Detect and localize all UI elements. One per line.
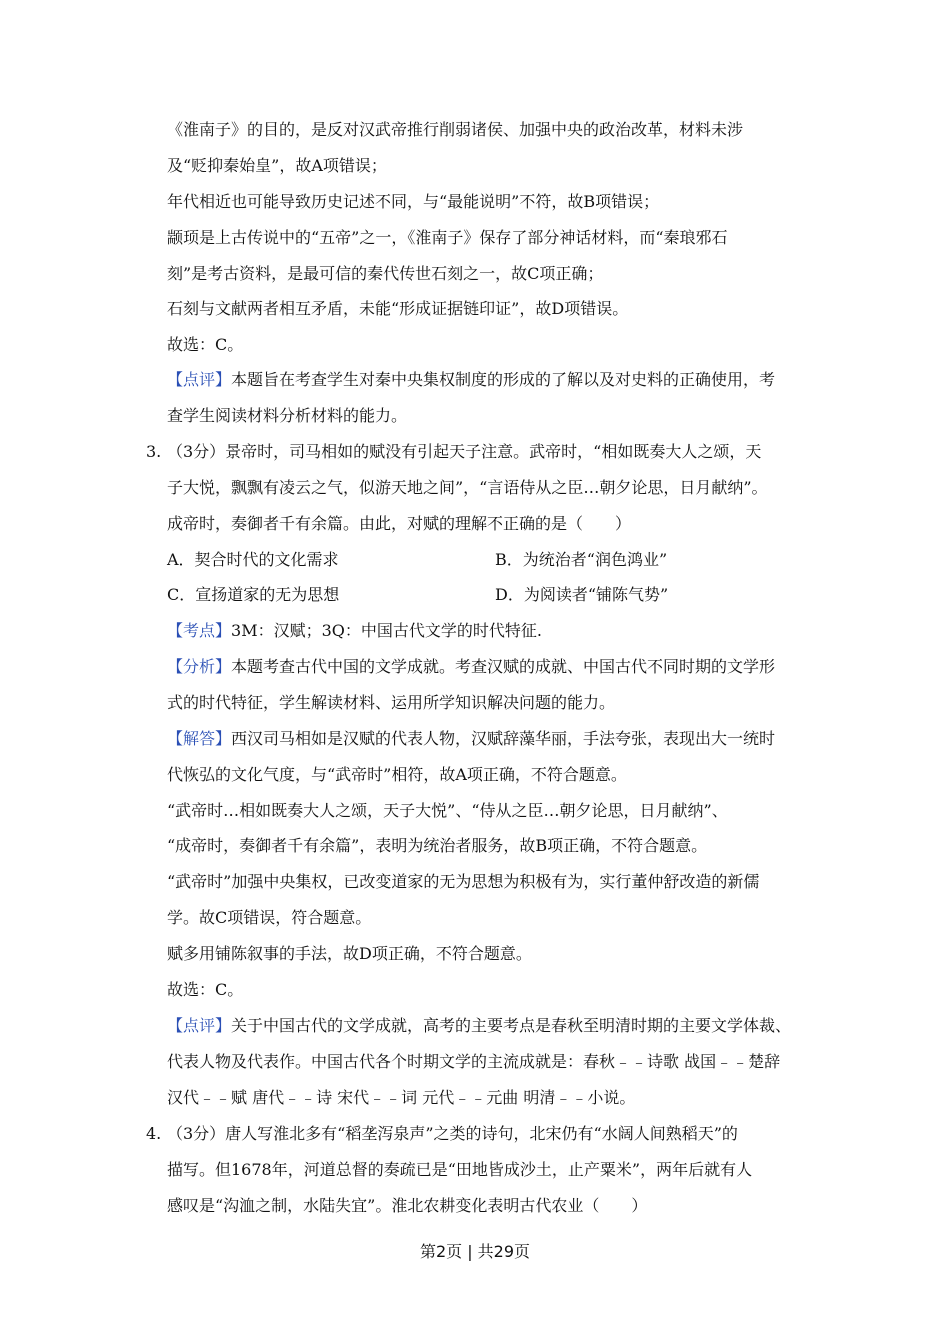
dianping-text: 关于中国古代的文学成就，高考的主要考点是春秋至明清时期的主要文学体裁、 [231,1016,792,1035]
kaodian-tag: 【考点】 [167,621,232,640]
text-line: 刻”是考古资料，是最可信的秦代传世石刻之一，故C项正确； [167,264,604,283]
text-line: 式的时代特征，学生解读材料、运用所学知识解决问题的能力。 [167,693,616,712]
text-line: 及“贬抑秦始皇”，故A项错误； [167,156,387,175]
jieda-line [167,729,775,749]
question-stem: （3分）唐人写淮北多有“稻垄泻泉声”之类的诗句，北宋仍有“水阔人间熟稻天”的 [167,1124,738,1143]
text-line: 年代相近也可能导致历史记述不同，与“最能说明”不符，故B项错误； [167,192,660,211]
question-stem: 感叹是“沟洫之制，水陆失宜”。淮北农耕变化表明古代农业（ ） [167,1196,648,1215]
comment-line [167,370,775,390]
comment-text: 本题旨在考查学生对秦中央集权制度的形成的了解以及对史料的正确使用，考 [231,370,776,389]
dianping-tag: 【点评】 [167,1016,232,1035]
text-line: 赋多用铺陈叙事的手法，故D项正确，不符合题意。 [167,944,532,963]
text-line: “武帝时”加强中央集权，已改变道家的无为思想为积极有为，实行董仲舒改造的新儒 [167,872,760,891]
text-line: 代表人物及代表作。中国古代各个时期文学的主流成就是：春秋﹣﹣诗歌 战国﹣﹣楚辞 [167,1052,781,1071]
text-line: 查学生阅读材料分析材料的能力。 [167,406,408,425]
answer-line: 故选：C。 [167,335,244,354]
kaodian-text: 3M：汉赋；3Q：中国古代文学的时代特征. [231,621,542,640]
jieda-text: 西汉司马相如是汉赋的代表人物，汉赋辞藻华丽，手法夸张，表现出大一统时 [231,729,776,748]
dianping-line [167,1016,791,1036]
page-footer: 第2页 | 共29页 [419,1242,531,1261]
text-line: 《淮南子》的目的，是反对汉武帝推行削弱诸侯、加强中央的政治改革，材料未涉 [167,120,744,139]
text-line: 石刻与文献两者相互矛盾，未能“形成证据链印证”，故D项错误。 [167,299,629,318]
text-line: “武帝时…相如既奏大人之颂，天子大悦”、“侍从之臣…朝夕论思，日月献纳”、 [167,801,728,820]
kaodian-line [167,621,542,641]
text-line: 颛顼是上古传说中的“五帝”之一，《淮南子》保存了部分神话材料，而“秦琅邪石 [167,228,728,247]
option-a: A．契合时代的文化需求 [167,550,339,569]
question-number: 4. [146,1124,162,1143]
option-d: D．为阅读者“铺陈气势” [495,585,669,604]
question-number: 3. [146,442,162,461]
question-stem: （3分）景帝时，司马相如的赋没有引起天子注意。武帝时，“相如既奏大人之颂，天 [167,442,762,461]
fenxi-tag: 【分析】 [167,657,232,676]
option-b: B．为统治者“润色鸿业” [495,550,668,569]
question-stem: 子大悦，飘飘有凌云之气，似游天地之间”，“言语侍从之臣…朝夕论思，日月献纳”。 [167,478,768,497]
text-line: “成帝时，奏御者千有余篇”，表明为统治者服务，故B项正确，不符合题意。 [167,836,708,855]
fenxi-line [167,657,775,677]
text-line: 代恢弘的文化气度，与“武帝时”相符，故A项正确，不符合题意。 [167,765,627,784]
question-stem: 成帝时，奏御者千有余篇。由此，对赋的理解不正确的是（ ） [167,514,632,533]
text-line: 学。故C项错误，符合题意。 [167,908,372,927]
answer-line: 故选：C。 [167,980,244,999]
option-c: C．宣扬道家的无为思想 [167,585,340,604]
question-stem: 描写。但1678年，河道总督的奏疏已是“田地皆成沙土，止产粟米”，两年后就有人 [167,1160,753,1179]
jieda-tag: 【解答】 [167,729,232,748]
fenxi-text: 本题考查古代中国的文学成就。考查汉赋的成就、中国古代不同时期的文学形 [231,657,776,676]
text-line: 汉代﹣﹣赋 唐代﹣﹣诗 宋代﹣﹣词 元代﹣﹣元曲 明清﹣﹣小说。 [167,1088,636,1107]
comment-tag: 【点评】 [167,370,232,389]
